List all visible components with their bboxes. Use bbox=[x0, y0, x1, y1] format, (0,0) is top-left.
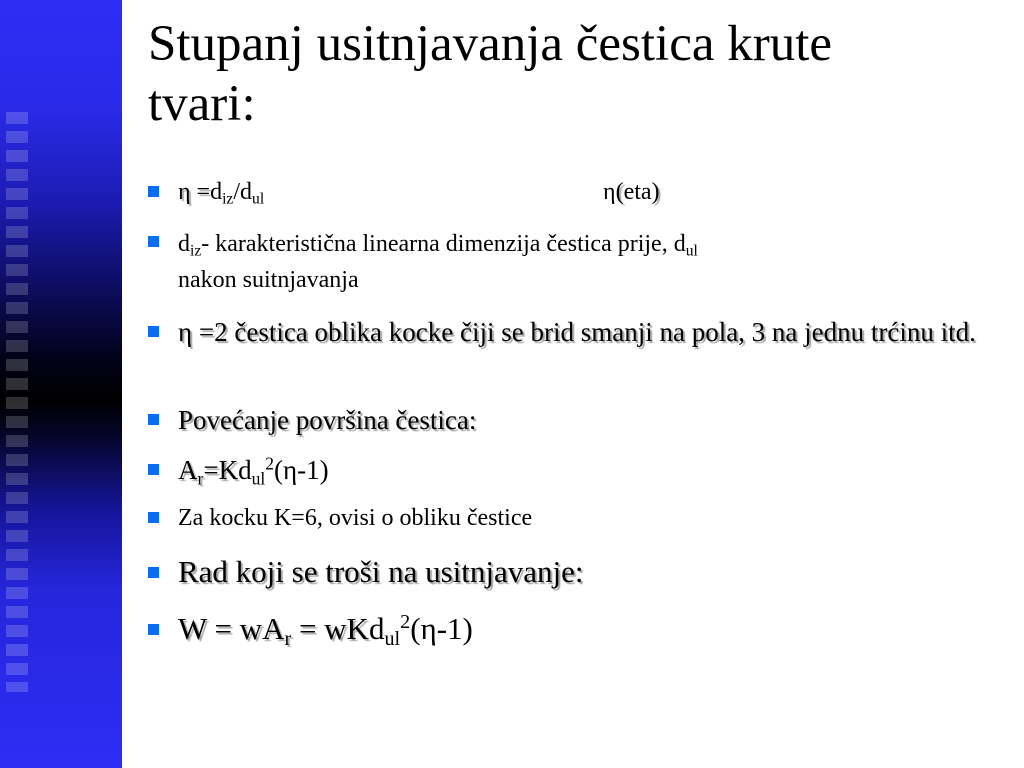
eta-symbol-text: η bbox=[603, 179, 616, 205]
d-iz-description-text bbox=[178, 226, 968, 298]
a-text: A bbox=[178, 455, 198, 485]
r-subscript: r bbox=[197, 468, 204, 489]
bullet-square-icon bbox=[148, 186, 159, 197]
cube-note-text: Za kocku K=6, ovisi o obliku čestice bbox=[178, 505, 533, 531]
title-line-2: tvari: bbox=[148, 76, 256, 132]
bullet-square-icon bbox=[148, 567, 159, 578]
d-text: d bbox=[210, 179, 223, 205]
eta-minus-one-text: (η-1) bbox=[273, 455, 329, 485]
paren-close-text: ) bbox=[651, 179, 660, 205]
work-heading-text: Rad koji se troši na usitnjavanje: bbox=[178, 554, 584, 589]
squared-superscript: 2 bbox=[400, 610, 411, 633]
eta-formula bbox=[178, 174, 968, 210]
bullet-square-icon bbox=[148, 236, 159, 247]
w-equals-wa-text: W = wA bbox=[178, 611, 285, 646]
iz-subscript: iz bbox=[222, 190, 234, 208]
equals-wk-text: = wK bbox=[291, 611, 369, 646]
d-text: d bbox=[238, 455, 252, 485]
iz-subscript: iz bbox=[190, 242, 202, 260]
work-formula bbox=[178, 610, 968, 651]
sidebar-gradient-bar bbox=[0, 0, 122, 768]
area-formula bbox=[178, 450, 968, 491]
bullet-square-icon bbox=[148, 414, 159, 425]
bullet-square-icon bbox=[148, 326, 159, 337]
title-line-1: Stupanj usitnjavanja čestica krute bbox=[148, 16, 833, 72]
ul-subscript: ul bbox=[252, 190, 265, 208]
ul-subscript: ul bbox=[685, 242, 698, 260]
eta-word-text: eta bbox=[623, 179, 652, 205]
paren-open-text: ( bbox=[615, 179, 624, 205]
ul-subscript: ul bbox=[384, 628, 401, 651]
bullet-square-icon bbox=[148, 624, 159, 635]
eta-minus-one-text: (η-1) bbox=[410, 611, 473, 646]
squared-superscript: 2 bbox=[265, 453, 274, 474]
bullet-square-icon bbox=[148, 464, 159, 475]
r-subscript: r bbox=[284, 628, 292, 651]
slash-d-text: /d bbox=[233, 179, 253, 205]
d-text: d bbox=[178, 231, 190, 257]
eta-example-text: η =2 čestica oblika kocke čiji se brid smanji na pola, 3 na jednu trćinu itd. bbox=[178, 317, 976, 347]
eta-name-note bbox=[603, 174, 803, 210]
description-text-line-2: nakon suitnjavanja bbox=[178, 267, 359, 293]
ul-subscript: ul bbox=[251, 468, 266, 489]
bullet-square-icon bbox=[148, 512, 159, 523]
equals-k-text: =K bbox=[203, 455, 239, 485]
sidebar-square-pattern bbox=[6, 112, 28, 692]
description-text: - karakteristična linearna dimenzija čestica prije, d bbox=[201, 231, 686, 257]
slide-title bbox=[148, 14, 1008, 134]
surface-increase-text: Povećanje površina čestica: bbox=[178, 405, 477, 435]
eta-equals-text: η = bbox=[178, 179, 211, 205]
d-text: d bbox=[368, 611, 385, 646]
